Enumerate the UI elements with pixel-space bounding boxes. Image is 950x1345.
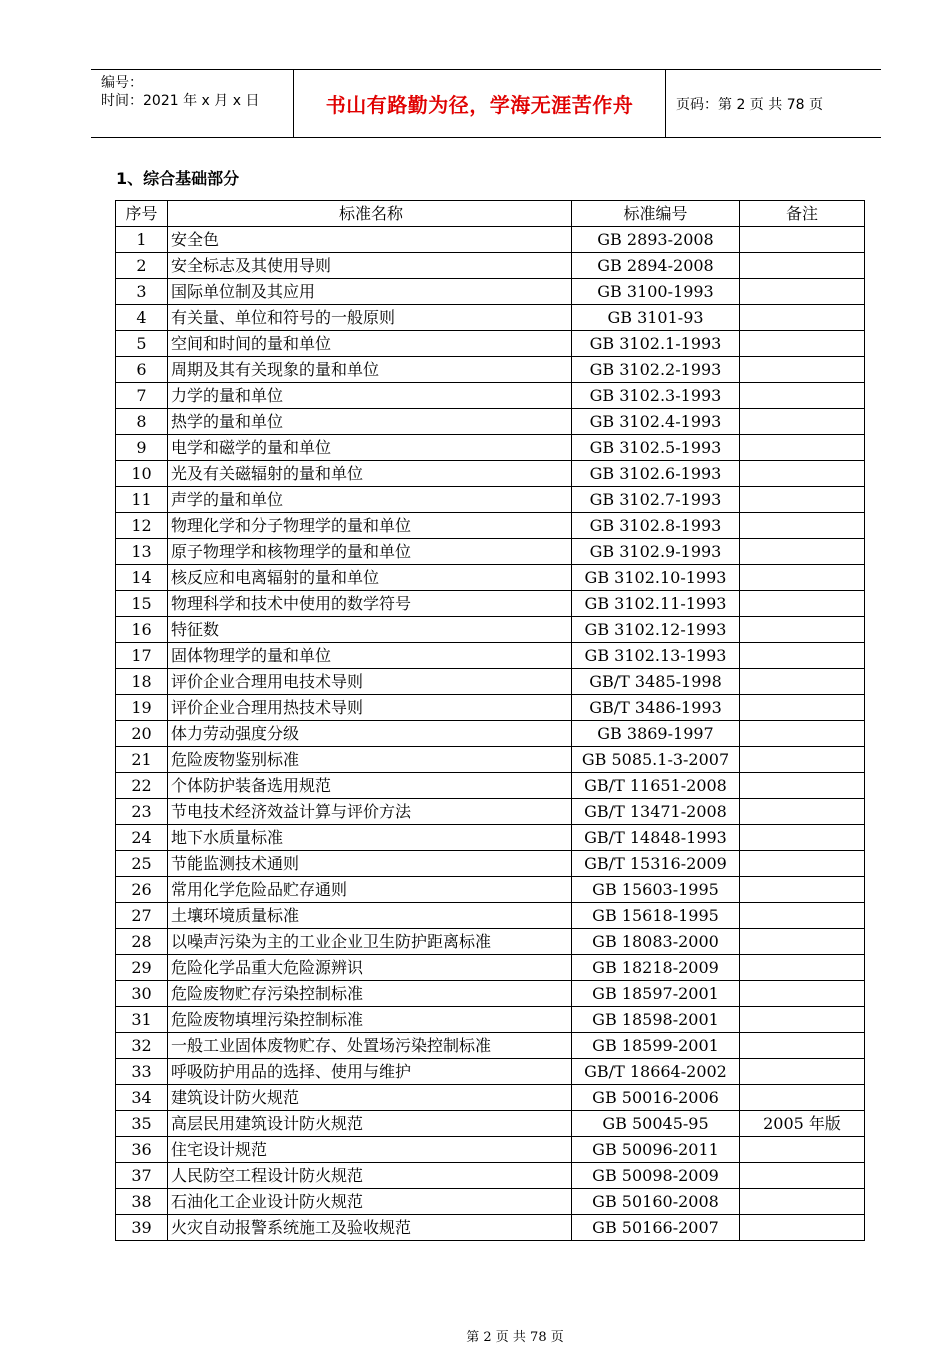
- remark: [740, 1163, 865, 1189]
- standard-name: 安全色: [168, 227, 572, 253]
- row-index: 22: [116, 773, 168, 799]
- table-row: [116, 357, 865, 383]
- section-title: 1、综合基础部分: [116, 169, 240, 188]
- standard-name: 火灾自动报警系统施工及验收规范: [168, 1215, 572, 1241]
- table-row: [116, 825, 865, 851]
- remark: [740, 669, 865, 695]
- standard-code: GB/T 14848-1993: [572, 825, 740, 851]
- table-row: [116, 1033, 865, 1059]
- standard-code: GB 18598-2001: [572, 1007, 740, 1033]
- table-row: [116, 1163, 865, 1189]
- row-index: 36: [116, 1137, 168, 1163]
- table-row: [116, 331, 865, 357]
- standard-name: 物理科学和技术中使用的数学符号: [168, 591, 572, 617]
- column-header-name: 标准名称: [168, 201, 572, 227]
- standard-code: GB 50045-95: [572, 1111, 740, 1137]
- header-page-cell: [666, 70, 881, 137]
- standard-name: 呼吸防护用品的选择、使用与维护: [168, 1059, 572, 1085]
- standard-code: GB 50016-2006: [572, 1085, 740, 1111]
- standard-code: GB 3102.5-1993: [572, 435, 740, 461]
- header-motto-cell: [294, 70, 666, 137]
- table-row: [116, 227, 865, 253]
- row-index: 16: [116, 617, 168, 643]
- remark: [740, 357, 865, 383]
- standard-code: GB 15603-1995: [572, 877, 740, 903]
- row-index: 28: [116, 929, 168, 955]
- standard-code: GB 3102.6-1993: [572, 461, 740, 487]
- standard-name: 以噪声污染为主的工业企业卫生防护距离标准: [168, 929, 572, 955]
- standard-code: GB 3100-1993: [572, 279, 740, 305]
- row-index: 29: [116, 955, 168, 981]
- document-time-label: 时间：2021 年 x 月 x 日: [101, 93, 260, 109]
- row-index: 34: [116, 1085, 168, 1111]
- row-index: 17: [116, 643, 168, 669]
- remark: [740, 773, 865, 799]
- standard-name: 力学的量和单位: [168, 383, 572, 409]
- row-index: 30: [116, 981, 168, 1007]
- table-row: [116, 1137, 865, 1163]
- table-row: [116, 253, 865, 279]
- column-header-code: 标准编号: [572, 201, 740, 227]
- standard-code: GB 15618-1995: [572, 903, 740, 929]
- standard-name: 固体物理学的量和单位: [168, 643, 572, 669]
- row-index: 24: [116, 825, 168, 851]
- table-row: [116, 851, 865, 877]
- row-index: 39: [116, 1215, 168, 1241]
- standard-name: 空间和时间的量和单位: [168, 331, 572, 357]
- standard-name: 节能监测技术通则: [168, 851, 572, 877]
- remark: 2005 年版: [740, 1111, 865, 1137]
- standard-code: GB 2893-2008: [572, 227, 740, 253]
- remark: [740, 331, 865, 357]
- standard-name: 建筑设计防火规范: [168, 1085, 572, 1111]
- standard-code: GB 3102.13-1993: [572, 643, 740, 669]
- standard-name: 地下水质量标准: [168, 825, 572, 851]
- page-header: [91, 69, 881, 138]
- standard-name: 评价企业合理用电技术导则: [168, 669, 572, 695]
- standard-name: 住宅设计规范: [168, 1137, 572, 1163]
- row-index: 12: [116, 513, 168, 539]
- standard-name: 特征数: [168, 617, 572, 643]
- standard-name: 个体防护装备选用规范: [168, 773, 572, 799]
- standard-name: 物理化学和分子物理学的量和单位: [168, 513, 572, 539]
- standard-name: 光及有关磁辐射的量和单位: [168, 461, 572, 487]
- standard-name: 核反应和电离辐射的量和单位: [168, 565, 572, 591]
- table-row: [116, 695, 865, 721]
- remark: [740, 279, 865, 305]
- row-index: 31: [116, 1007, 168, 1033]
- standard-code: GB/T 18664-2002: [572, 1059, 740, 1085]
- standard-name: 原子物理学和核物理学的量和单位: [168, 539, 572, 565]
- row-index: 3: [116, 279, 168, 305]
- standard-code: GB 2894-2008: [572, 253, 740, 279]
- standard-code: GB 50160-2008: [572, 1189, 740, 1215]
- standard-code: GB 50166-2007: [572, 1215, 740, 1241]
- standard-name: 安全标志及其使用导则: [168, 253, 572, 279]
- remark: [740, 513, 865, 539]
- standard-code: GB 3102.4-1993: [572, 409, 740, 435]
- standard-name: 危险废物填埋污染控制标准: [168, 1007, 572, 1033]
- row-index: 25: [116, 851, 168, 877]
- standard-code: GB 3102.10-1993: [572, 565, 740, 591]
- standard-code: GB 18218-2009: [572, 955, 740, 981]
- table-row: [116, 1189, 865, 1215]
- row-index: 23: [116, 799, 168, 825]
- remark: [740, 695, 865, 721]
- remark: [740, 1137, 865, 1163]
- standard-name: 电学和磁学的量和单位: [168, 435, 572, 461]
- table-row: [116, 643, 865, 669]
- standard-name: 评价企业合理用热技术导则: [168, 695, 572, 721]
- standard-code: GB 3102.11-1993: [572, 591, 740, 617]
- standard-name: 土壤环境质量标准: [168, 903, 572, 929]
- standard-name: 危险化学品重大危险源辨识: [168, 955, 572, 981]
- remark: [740, 721, 865, 747]
- standard-name: 有关量、单位和符号的一般原则: [168, 305, 572, 331]
- remark: [740, 487, 865, 513]
- standard-name: 节电技术经济效益计算与评价方法: [168, 799, 572, 825]
- remark: [740, 1059, 865, 1085]
- remark: [740, 955, 865, 981]
- standard-name: 一般工业固体废物贮存、处置场污染控制标准: [168, 1033, 572, 1059]
- standard-code: GB 3102.3-1993: [572, 383, 740, 409]
- remark: [740, 851, 865, 877]
- remark: [740, 1007, 865, 1033]
- standard-code: GB/T 15316-2009: [572, 851, 740, 877]
- row-index: 15: [116, 591, 168, 617]
- table-row: [116, 1111, 865, 1137]
- table-row: [116, 591, 865, 617]
- standard-code: GB 50098-2009: [572, 1163, 740, 1189]
- row-index: 32: [116, 1033, 168, 1059]
- standard-code: GB 18599-2001: [572, 1033, 740, 1059]
- standard-name: 危险废物贮存污染控制标准: [168, 981, 572, 1007]
- standard-name: 高层民用建筑设计防火规范: [168, 1111, 572, 1137]
- row-index: 1: [116, 227, 168, 253]
- standard-name: 危险废物鉴别标准: [168, 747, 572, 773]
- remark: [740, 539, 865, 565]
- standard-code: GB 3102.8-1993: [572, 513, 740, 539]
- row-index: 5: [116, 331, 168, 357]
- standard-code: GB 3102.12-1993: [572, 617, 740, 643]
- remark: [740, 981, 865, 1007]
- row-index: 38: [116, 1189, 168, 1215]
- standard-code: GB 3102.2-1993: [572, 357, 740, 383]
- table-row: [116, 955, 865, 981]
- row-index: 19: [116, 695, 168, 721]
- remark: [740, 1189, 865, 1215]
- remark: [740, 591, 865, 617]
- standard-name: 周期及其有关现象的量和单位: [168, 357, 572, 383]
- table-row: [116, 981, 865, 1007]
- table-row: [116, 565, 865, 591]
- row-index: 20: [116, 721, 168, 747]
- standard-name: 体力劳动强度分级: [168, 721, 572, 747]
- row-index: 26: [116, 877, 168, 903]
- standard-code: GB 5085.1-3-2007: [572, 747, 740, 773]
- remark: [740, 929, 865, 955]
- standard-name: 常用化学危险品贮存通则: [168, 877, 572, 903]
- table-row: [116, 513, 865, 539]
- table-row: [116, 721, 865, 747]
- column-header-index: 序号: [116, 201, 168, 227]
- remark: [740, 903, 865, 929]
- table-row: [116, 747, 865, 773]
- table-row: [116, 279, 865, 305]
- table-row: [116, 773, 865, 799]
- remark: [740, 747, 865, 773]
- standard-code: GB 50096-2011: [572, 1137, 740, 1163]
- standard-code: GB 3101-93: [572, 305, 740, 331]
- row-index: 21: [116, 747, 168, 773]
- remark: [740, 409, 865, 435]
- table-row: [116, 669, 865, 695]
- remark: [740, 799, 865, 825]
- remark: [740, 305, 865, 331]
- row-index: 8: [116, 409, 168, 435]
- standard-code: GB 3102.9-1993: [572, 539, 740, 565]
- table-row: [116, 1215, 865, 1241]
- standard-code: GB 18597-2001: [572, 981, 740, 1007]
- row-index: 13: [116, 539, 168, 565]
- row-index: 14: [116, 565, 168, 591]
- table-row: [116, 877, 865, 903]
- standard-name: 人民防空工程设计防火规范: [168, 1163, 572, 1189]
- standard-code: GB/T 3485-1998: [572, 669, 740, 695]
- remark: [740, 565, 865, 591]
- standard-name: 声学的量和单位: [168, 487, 572, 513]
- table-header-row: [116, 201, 865, 227]
- remark: [740, 461, 865, 487]
- standard-code: GB/T 3486-1993: [572, 695, 740, 721]
- table-row: [116, 539, 865, 565]
- table-row: [116, 461, 865, 487]
- remark: [740, 1085, 865, 1111]
- page-footer: 第 2 页 共 78 页: [466, 1330, 564, 1345]
- table-row: [116, 383, 865, 409]
- standard-code: GB 3102.7-1993: [572, 487, 740, 513]
- table-row: [116, 435, 865, 461]
- standard-name: 国际单位制及其应用: [168, 279, 572, 305]
- remark: [740, 617, 865, 643]
- remark: [740, 383, 865, 409]
- header-meta: [91, 70, 294, 137]
- column-header-note: 备注: [740, 201, 865, 227]
- table-row: [116, 617, 865, 643]
- table-row: [116, 409, 865, 435]
- table-row: [116, 1085, 865, 1111]
- document-number-label: 编号：: [101, 75, 143, 91]
- row-index: 7: [116, 383, 168, 409]
- remark: [740, 825, 865, 851]
- row-index: 27: [116, 903, 168, 929]
- table-row: [116, 1007, 865, 1033]
- remark: [740, 643, 865, 669]
- row-index: 6: [116, 357, 168, 383]
- remark: [740, 227, 865, 253]
- table-row: [116, 929, 865, 955]
- table-row: [116, 1059, 865, 1085]
- table-body: [116, 227, 865, 1241]
- header-motto: 书山有路勤为径，学海无涯苦作舟: [325, 93, 634, 117]
- table-row: [116, 487, 865, 513]
- remark: [740, 435, 865, 461]
- remark: [740, 253, 865, 279]
- standard-code: GB 3102.1-1993: [572, 331, 740, 357]
- standard-code: GB/T 13471-2008: [572, 799, 740, 825]
- standard-name: 石油化工企业设计防火规范: [168, 1189, 572, 1215]
- remark: [740, 877, 865, 903]
- row-index: 11: [116, 487, 168, 513]
- standard-name: 热学的量和单位: [168, 409, 572, 435]
- table-row: [116, 903, 865, 929]
- standard-code: GB 3869-1997: [572, 721, 740, 747]
- row-index: 33: [116, 1059, 168, 1085]
- standard-code: GB 18083-2000: [572, 929, 740, 955]
- row-index: 2: [116, 253, 168, 279]
- table-row: [116, 799, 865, 825]
- standards-table: [115, 200, 865, 1241]
- row-index: 18: [116, 669, 168, 695]
- remark: [740, 1033, 865, 1059]
- row-index: 37: [116, 1163, 168, 1189]
- table-row: [116, 305, 865, 331]
- header-page-info: 页码：第 2 页 共 78 页: [676, 96, 823, 113]
- row-index: 10: [116, 461, 168, 487]
- row-index: 35: [116, 1111, 168, 1137]
- row-index: 4: [116, 305, 168, 331]
- row-index: 9: [116, 435, 168, 461]
- remark: [740, 1215, 865, 1241]
- standard-code: GB/T 11651-2008: [572, 773, 740, 799]
